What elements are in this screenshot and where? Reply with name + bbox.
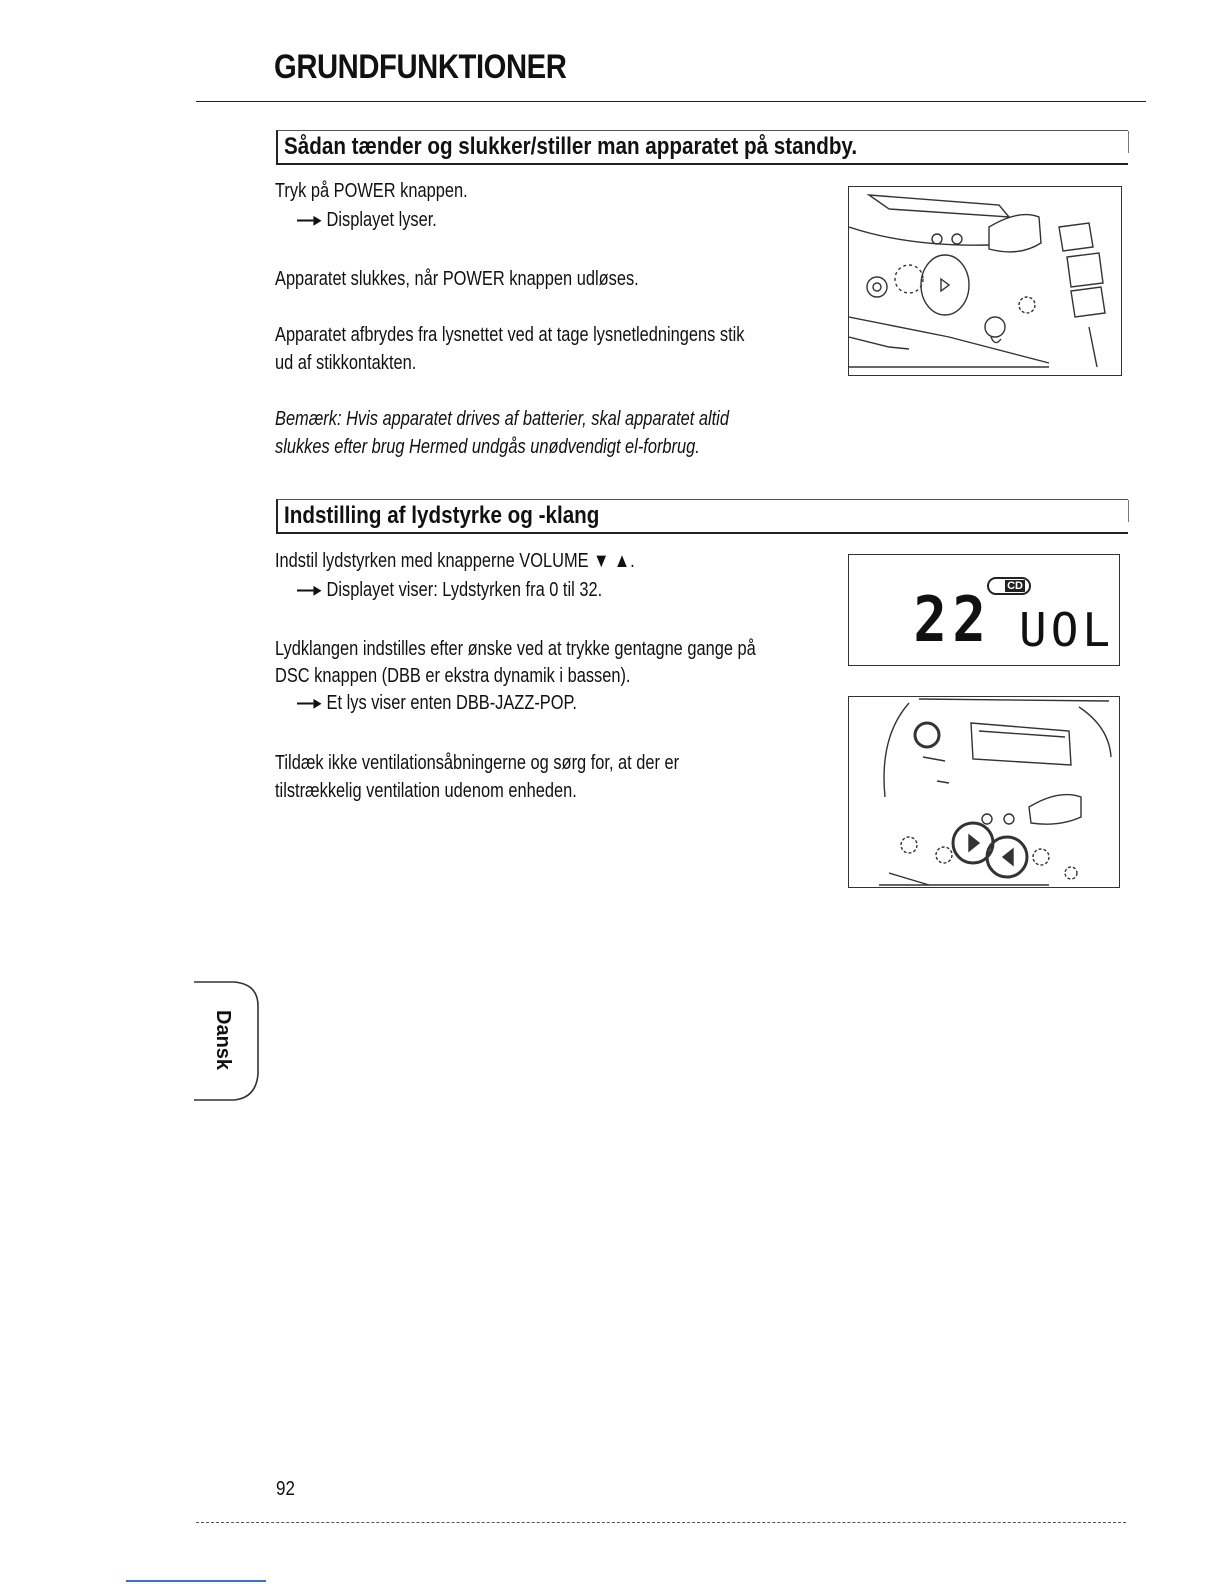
- section1-heading: Sådan tænder og slukker/stiller man apparatet på standby.: [284, 133, 858, 160]
- cd-badge-icon: [987, 577, 1031, 595]
- section2-p1: Indstil lydstyrken med knapperne VOLUME ▼ ▲.: [275, 550, 635, 572]
- section2-p3-line2: tilstrækkelig ventilation udenom enheden.: [275, 780, 577, 802]
- section2-p2-result-text: Et lys viser enten DBB-JAZZ-POP.: [326, 692, 577, 714]
- section2-p2-result: [297, 690, 577, 715]
- device-top-view-icon: [849, 187, 1121, 375]
- device-front-view-icon: [849, 697, 1119, 887]
- section1-p1: Tryk på POWER knappen.: [275, 180, 468, 202]
- section1-note-line2: slukkes efter brug Hermed undgås unødvendigt el-forbrug.: [275, 436, 700, 458]
- section1-p3-line1: Apparatet afbrydes fra lysnettet ved at tage lysnetledningens stik: [275, 324, 745, 346]
- section2-p2-line2: DSC knappen (DBB er ekstra dynamik i bassen).: [275, 665, 631, 687]
- arrow-icon: —▸: [297, 209, 322, 231]
- page-number: 92: [276, 1478, 295, 1500]
- lcd-volume-value: 22: [913, 583, 992, 656]
- section2-heading-box: [276, 499, 1128, 534]
- bottom-blue-line: [126, 1580, 266, 1582]
- section1-p2: Apparatet slukkes, når POWER knappen udløses.: [275, 268, 639, 290]
- language-label: Dansk: [212, 1010, 234, 1071]
- page-title: GRUNDFUNKTIONER: [274, 48, 567, 86]
- title-rule: [196, 101, 1146, 102]
- section2-p2-line1: Lydklangen indstilles efter ønske ved at trykke gentagne gange på: [275, 638, 756, 660]
- arrow-icon: —▸: [297, 579, 322, 601]
- section1-p1-result-text: Displayet lyser.: [326, 209, 437, 231]
- cd-badge-text: CD: [1007, 580, 1023, 592]
- language-side-tab: [194, 970, 260, 1104]
- section2-p1-result-text: Displayet viser: Lydstyrken fra 0 til 32.: [326, 579, 603, 601]
- arrow-icon: —▸: [297, 692, 322, 714]
- lcd-display-figure: [848, 554, 1120, 666]
- section2-p1-result: [297, 577, 602, 602]
- device-illustration-power: [848, 186, 1122, 376]
- section2-p3-line1: Tildæk ikke ventilationsåbningerne og sørg for, at der er: [275, 752, 680, 774]
- section1-p1-result: [297, 207, 437, 232]
- section1-p3-line2: ud af stikkontakten.: [275, 352, 417, 374]
- section1-note-line1: Bemærk: Hvis apparatet drives af batterier, skal apparatet altid: [275, 408, 729, 430]
- section1-heading-box: [276, 130, 1128, 165]
- bottom-dotted-rule: [196, 1522, 1126, 1531]
- section2-heading: Indstilling af lydstyrke og -klang: [284, 502, 600, 529]
- lcd-volume-label: UOL: [1019, 603, 1115, 657]
- device-illustration-volume: [848, 696, 1120, 888]
